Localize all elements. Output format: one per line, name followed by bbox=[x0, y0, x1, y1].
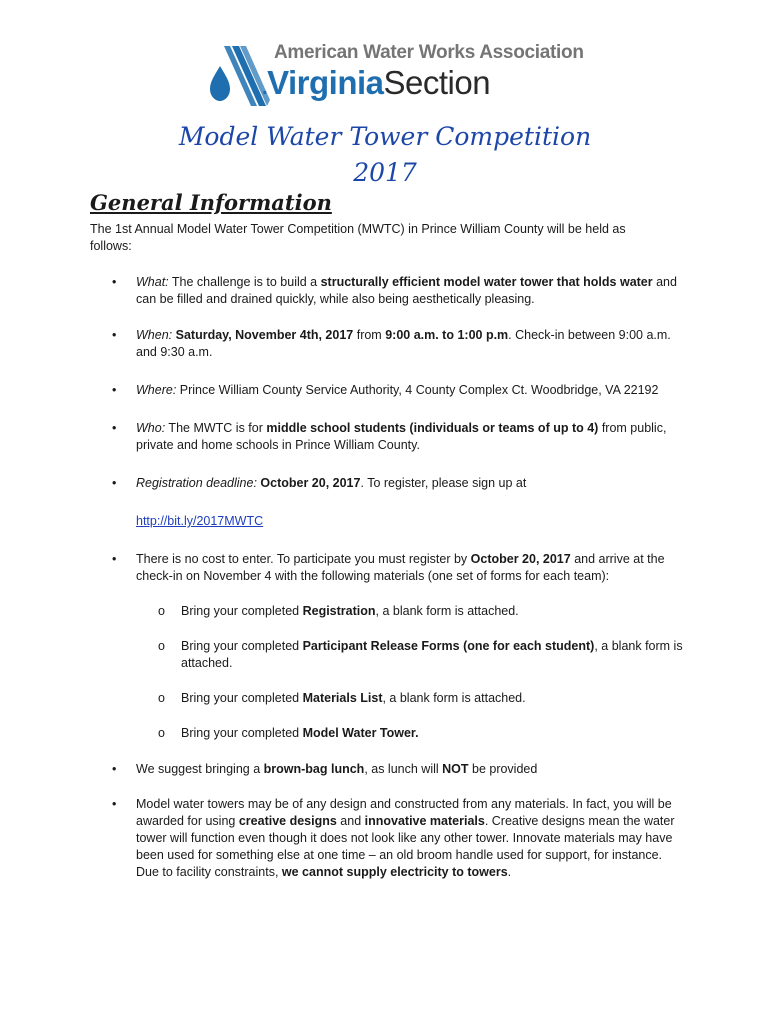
document-title-year: 2017 bbox=[353, 158, 417, 187]
when-item bbox=[136, 327, 686, 361]
where-label: Where: bbox=[136, 383, 177, 397]
sub-bullet-icon: o bbox=[158, 639, 165, 653]
who-text: The MWTC is for bbox=[165, 421, 267, 435]
sub-text-end: , a blank form is attached. bbox=[382, 691, 526, 705]
document-title-line1: Model Water Tower Competition bbox=[178, 122, 592, 151]
sub-text: Bring your completed bbox=[181, 639, 303, 653]
sub-item-release-forms bbox=[181, 638, 686, 672]
sub-bold: Model Water Tower. bbox=[302, 726, 419, 740]
design-innovative: innovative materials bbox=[364, 814, 485, 828]
sub-item-model-tower bbox=[181, 725, 686, 742]
cost-deadline: October 20, 2017 bbox=[470, 552, 571, 566]
design-text: Model water towers may be of any design and constructed from any materials. In fact, you will be awarded for using bbox=[136, 797, 672, 828]
what-label: What: bbox=[136, 275, 169, 289]
when-text: from bbox=[353, 328, 386, 342]
who-item bbox=[136, 420, 686, 454]
lunch-text: We suggest bringing a bbox=[136, 762, 264, 776]
lunch-not: NOT bbox=[442, 762, 469, 776]
when-time: 9:00 a.m. to 1:00 p.m bbox=[385, 328, 509, 342]
lunch-text-mid: , as lunch will bbox=[364, 762, 443, 776]
sub-text: Bring your completed bbox=[181, 691, 303, 705]
general-information-heading: General Information bbox=[90, 190, 332, 215]
what-bold: structurally efficient model water tower that holds water bbox=[320, 275, 653, 289]
bullet-icon: • bbox=[112, 762, 117, 776]
when-date: Saturday, November 4th, 2017 bbox=[175, 328, 354, 342]
logo-dot: . bbox=[262, 77, 268, 99]
design-item bbox=[136, 796, 686, 881]
logo-association-name: American Water Works Association bbox=[274, 42, 584, 63]
bullet-icon: • bbox=[112, 552, 117, 566]
design-electricity: we cannot supply electricity to towers bbox=[281, 865, 508, 879]
bullet-icon: • bbox=[112, 275, 117, 289]
water-drop-logo-icon bbox=[208, 44, 270, 108]
sub-text: Bring your completed bbox=[181, 726, 303, 740]
design-creative: creative designs bbox=[238, 814, 337, 828]
registration-link-row bbox=[136, 513, 686, 530]
sub-bullet-icon: o bbox=[158, 726, 165, 740]
cost-item bbox=[136, 551, 686, 585]
who-text-end: from public, private and home schools in Prince William County. bbox=[136, 421, 667, 452]
registration-label: Registration deadline: bbox=[136, 476, 257, 490]
logo-section-text: Section bbox=[383, 64, 491, 101]
lunch-item bbox=[136, 761, 686, 778]
who-label: Who: bbox=[136, 421, 166, 435]
sub-item-registration bbox=[181, 603, 686, 620]
when-checkin: . Check-in between 9:00 a.m. and 9:30 a.m. bbox=[136, 328, 671, 359]
registration-deadline: October 20, 2017 bbox=[260, 476, 361, 490]
design-text-mid: . Creative designs mean the water tower will function even though it does not look like any other tower. Innovate materials may have been used for something else at one time – an old broom handle used for support, for instance. Due to facility constraints, bbox=[136, 814, 675, 879]
who-bold: middle school students (individuals or teams of up to 4) bbox=[266, 421, 599, 435]
sub-bold: Registration bbox=[302, 604, 376, 618]
lunch-text-end: be provided bbox=[468, 762, 538, 776]
sub-text-end: , a blank form is attached. bbox=[375, 604, 519, 618]
what-text: The challenge is to build a bbox=[168, 275, 321, 289]
design-and: and bbox=[336, 814, 365, 828]
sub-bold: Materials List bbox=[302, 691, 383, 705]
sub-bold: Participant Release Forms (one for each student) bbox=[302, 639, 595, 653]
lunch-bold: brown-bag lunch bbox=[263, 762, 365, 776]
bullet-icon: • bbox=[112, 383, 117, 397]
design-period: . bbox=[507, 865, 512, 879]
sub-text-end: , a blank form is attached. bbox=[181, 639, 683, 670]
bullet-icon: • bbox=[112, 797, 117, 811]
sub-bullet-icon: o bbox=[158, 604, 165, 618]
what-item bbox=[136, 274, 686, 308]
logo-section-name bbox=[262, 64, 490, 102]
registration-link[interactable]: http://bit.ly/2017MWTC bbox=[136, 514, 264, 528]
awwa-virginia-section-logo bbox=[208, 40, 584, 110]
when-label: When: bbox=[136, 328, 173, 342]
registration-item bbox=[136, 475, 686, 492]
bullet-icon: • bbox=[112, 421, 117, 435]
logo-virginia-text: Virginia bbox=[267, 64, 384, 101]
sub-bullet-icon: o bbox=[158, 691, 165, 705]
sub-text: Bring your completed bbox=[181, 604, 303, 618]
what-text-end: and can be filled and drained quickly, while also being aesthetically pleasing. bbox=[136, 275, 677, 306]
cost-text-end: and arrive at the check-in on November 4 with the following materials (one set of forms for each team): bbox=[136, 552, 665, 583]
intro-paragraph: The 1st Annual Model Water Tower Competition (MWTC) in Prince William County will be held as follows: bbox=[90, 222, 626, 253]
sub-item-materials-list bbox=[181, 690, 686, 707]
bullet-icon: • bbox=[112, 476, 117, 490]
registration-text: . To register, please sign up at bbox=[360, 476, 527, 490]
cost-text: There is no cost to enter. To participate you must register by bbox=[136, 552, 471, 566]
bullet-icon: • bbox=[112, 328, 117, 342]
where-text: Prince William County Service Authority, 4 County Complex Ct. Woodbridge, VA 22192 bbox=[176, 383, 659, 397]
where-item bbox=[136, 382, 686, 399]
